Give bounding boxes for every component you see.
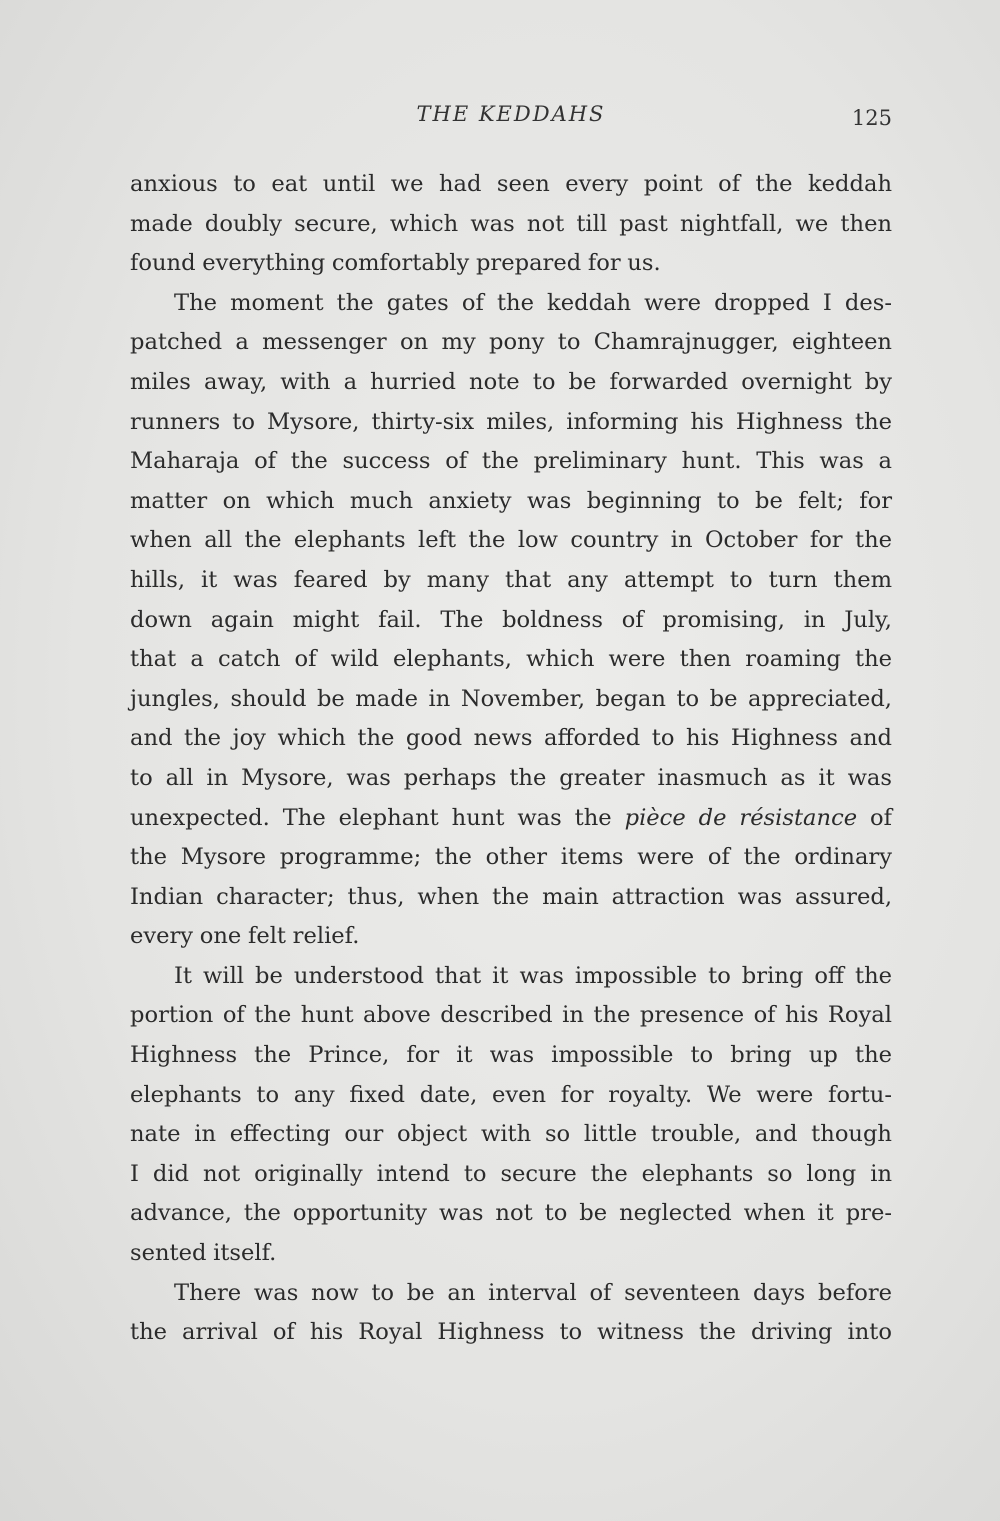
text-line: Maharaja of the success of the preliminary hunt. This was a bbox=[130, 448, 892, 475]
text-line: the Mysore programme; the other items were of the ordinary bbox=[130, 844, 892, 871]
text-line: the arrival of his Royal Highness to witness the driving into bbox=[130, 1319, 892, 1346]
text-line: Indian character; thus, when the main attraction was assured, bbox=[130, 883, 892, 910]
text-line: There was now to be an interval of seventeen days before bbox=[174, 1279, 892, 1306]
text-line: and the joy which the good news afforded to his Highness and bbox=[130, 725, 892, 752]
text-line: runners to Mysore, thirty-six miles, informing his Highness the bbox=[130, 408, 892, 435]
text-line: advance, the opportunity was not to be neglected when it pre- bbox=[130, 1200, 892, 1227]
text-line: jungles, should be made in November, began to be appreciated, bbox=[130, 685, 892, 712]
text-line: anxious to eat until we had seen every point of the keddah bbox=[130, 171, 892, 197]
running-head bbox=[130, 102, 892, 132]
text-line: hills, it was feared by many that any attempt to turn them bbox=[130, 566, 892, 593]
text-line: miles away, with a hurried note to be forwarded overnight by bbox=[130, 368, 892, 395]
text-line: I did not originally intend to secure the elephants so long in bbox=[130, 1160, 892, 1187]
text-line: when all the elephants left the low country in October for the bbox=[130, 527, 892, 554]
text-line: every one felt relief. bbox=[130, 923, 360, 950]
text-line: Highness the Prince, for it was impossible to bring up the bbox=[130, 1042, 892, 1069]
page-number: 125 bbox=[851, 106, 892, 130]
text-line: sented itself. bbox=[130, 1240, 277, 1267]
text-line: to all in Mysore, was perhaps the greater inasmuch as it was bbox=[130, 764, 892, 791]
text-line: It will be understood that it was impossible to bring off the bbox=[174, 962, 892, 989]
text-line: patched a messenger on my pony to Chamrajnugger, eighteen bbox=[130, 329, 892, 356]
text-line: matter on which much anxiety was beginning to be felt; for bbox=[130, 487, 892, 514]
italic-phrase: pièce de résistance bbox=[624, 804, 858, 831]
text-line: The moment the gates of the keddah were dropped I des- bbox=[174, 289, 892, 316]
text-line: down again might fail. The boldness of promising, in July, bbox=[130, 606, 892, 633]
text-line: found everything comfortably prepared for us. bbox=[130, 250, 661, 277]
text-line-with-italic: unexpected. The elephant hunt was the pièce de résistance of bbox=[130, 804, 893, 831]
text-line: portion of the hunt above described in the presence of his Royal bbox=[130, 1002, 892, 1029]
text-line: elephants to any fixed date, even for royalty. We were fortu- bbox=[130, 1081, 892, 1108]
body-text bbox=[130, 165, 892, 1353]
running-title: THE KEDDAHS bbox=[416, 102, 606, 126]
text-line: nate in effecting our object with so little trouble, and though bbox=[130, 1121, 892, 1148]
text-line: made doubly secure, which was not till past nightfall, we then bbox=[130, 210, 892, 237]
text-line: that a catch of wild elephants, which were then roaming the bbox=[130, 646, 892, 673]
